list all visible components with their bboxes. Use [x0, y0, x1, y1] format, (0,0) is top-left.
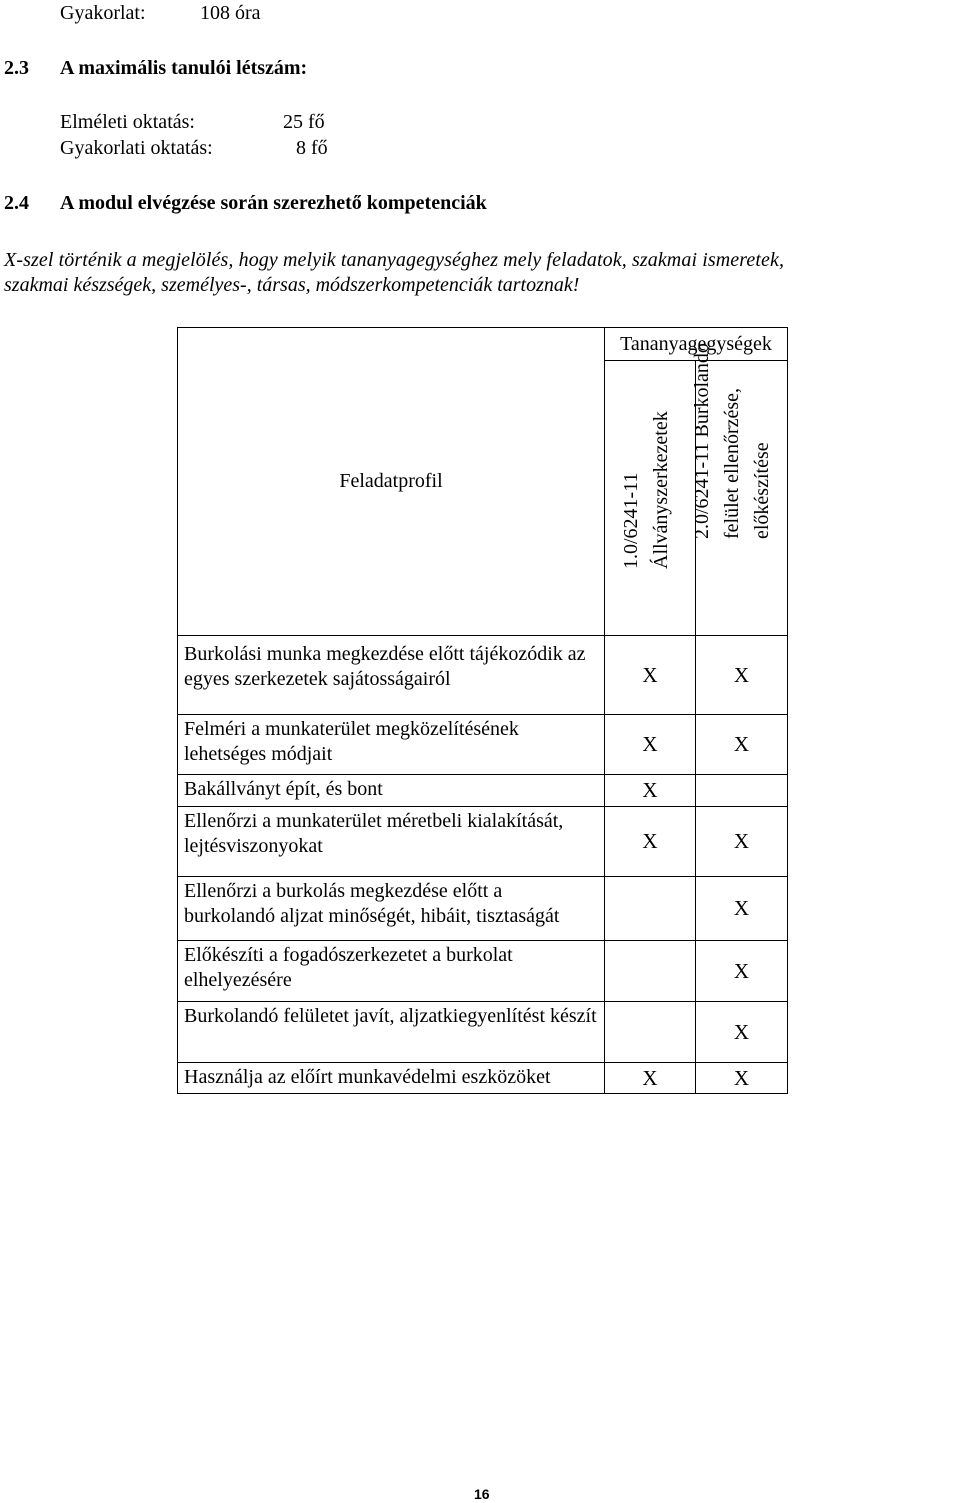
- mark-cell: X: [696, 941, 788, 1002]
- section-2-3-number: 2.3: [4, 57, 29, 79]
- mark-cell: [605, 1002, 696, 1063]
- mark-cell: X: [696, 1063, 788, 1094]
- mark-cell: X: [605, 715, 696, 775]
- task-cell: Burkolandó felületet javít, aljzatkiegyenlítést készít: [178, 1002, 605, 1063]
- section-2-3-title: A maximális tanulói létszám:: [60, 57, 308, 79]
- mark-cell: X: [605, 636, 696, 715]
- row-header-cell: [178, 328, 605, 636]
- hours-label: Gyakorlat:: [60, 2, 146, 24]
- row-header: Feladatprofil: [339, 470, 443, 492]
- mark-cell: X: [605, 1063, 696, 1094]
- mark-cell: X: [696, 807, 788, 877]
- column-2-line-2: felület ellenőrzése,: [720, 387, 743, 539]
- hours-value: 108 óra: [200, 2, 261, 24]
- mark-cell: X: [696, 1002, 788, 1063]
- theory-value: 25 fő: [283, 111, 325, 133]
- column-header-1: [605, 361, 696, 636]
- mark-cell: [605, 877, 696, 941]
- intro-line-1: X-szel történik a megjelölés, hogy melyik tananyagegységhez mely feladatok, szakmai ismeretek,: [4, 249, 785, 271]
- practice-value: 8 fő: [296, 137, 328, 159]
- mark-cell: X: [696, 877, 788, 941]
- mark-cell: [605, 941, 696, 1002]
- task-cell: Bakállványt épít, és bont: [178, 775, 605, 807]
- task-cell: Burkolási munka megkezdése előtt tájékozódik az egyes szerkezetek sajátosságairól: [178, 636, 605, 715]
- task-cell: Felméri a munkaterület megközelítésének lehetséges módjait: [178, 715, 605, 775]
- competency-table: [177, 327, 788, 1094]
- group-header: Tananyagegységek: [620, 332, 772, 355]
- intro-line-2: szakmai készségek, személyes-, társas, módszerkompetenciák tartoznak!: [4, 274, 580, 296]
- column-2-line-1: 2.0/6241-11 Burkolandó: [690, 343, 713, 539]
- table-row: [178, 636, 788, 715]
- mark-cell: X: [605, 807, 696, 877]
- table-row: [178, 941, 788, 1002]
- task-cell: Ellenőrzi a munkaterület méretbeli kialakítását, lejtésviszonyokat: [178, 807, 605, 877]
- table-row: [178, 1063, 788, 1094]
- section-2-4-number: 2.4: [4, 192, 29, 214]
- table-row: [178, 807, 788, 877]
- section-2-4-title: A modul elvégzése során szerezhető kompetenciák: [60, 192, 487, 214]
- table-row: [178, 877, 788, 941]
- table-row: [178, 775, 788, 807]
- mark-cell: X: [605, 775, 696, 807]
- task-cell: Ellenőrzi a burkolás megkezdése előtt a burkolandó aljzat minőségét, hibáit, tisztaságát: [178, 877, 605, 941]
- table-row: [178, 715, 788, 775]
- task-cell: Előkészíti a fogadószerkezetet a burkolat elhelyezésére: [178, 941, 605, 1002]
- table-row: [178, 1002, 788, 1063]
- mark-cell: [696, 775, 788, 807]
- page-number: 16: [474, 1486, 490, 1502]
- practice-label: Gyakorlati oktatás:: [60, 137, 213, 159]
- mark-cell: X: [696, 715, 788, 775]
- column-1-line-2: Állványszerkezetek: [650, 411, 672, 569]
- theory-label: Elméleti oktatás:: [60, 111, 195, 133]
- column-1-line-1: 1.0/6241-11: [620, 472, 642, 569]
- mark-cell: X: [696, 636, 788, 715]
- column-2-line-3: előkészítése: [750, 442, 773, 539]
- column-header-2: [690, 343, 788, 636]
- task-cell: Használja az előírt munkavédelmi eszközöket: [178, 1063, 605, 1094]
